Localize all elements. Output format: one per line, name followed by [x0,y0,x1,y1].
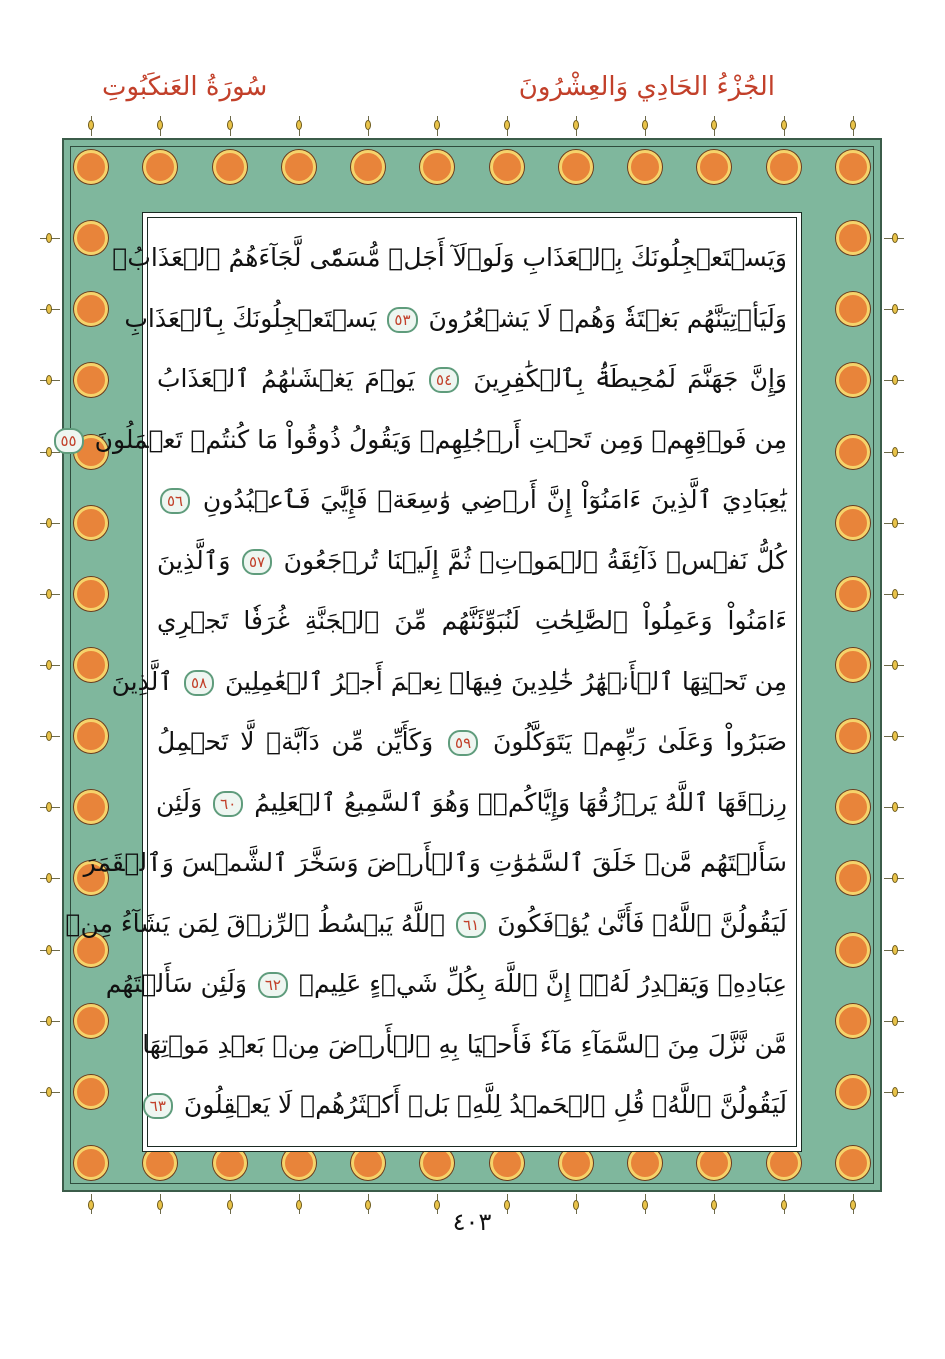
border-tick-finial [850,120,856,130]
surah-title: سُورَةُ العَنكَبُوتِ [102,72,268,102]
border-tick-finial [46,660,52,670]
verse-line [111,653,787,711]
border-medallion [74,221,108,255]
verse-line [149,1076,787,1134]
border-tick-finial [434,120,440,130]
border-tick-finial [892,1016,898,1026]
verse-line [65,895,787,953]
verse-line [60,411,787,469]
page-number: ٤٠٣ [452,1208,492,1236]
border-medallion [74,1004,108,1038]
verse-text: صَبَرُواْ وَعَلَىٰ رَبِّهِمۡ يَتَوَكَّلُونَ [492,727,788,756]
ayah-number-marker: ٥٦ [160,488,190,514]
border-tick-finial [227,120,233,130]
verse-line [157,532,787,590]
border-tick-finial [365,120,371,130]
juz-title: الجُزْءُ الحَادِي وَالعِشْرُونَ [518,72,775,102]
border-medallion [74,150,108,184]
border-tick-finial [46,1016,52,1026]
border-medallion [836,435,870,469]
verse-text: ءَامَنُواْ وَعَمِلُواْ ٱلصَّٰلِحَٰتِ لَنُبَوِّئَنَّهُم مِّنَ ٱلۡجَنَّةِ غُرَفٗا تَجۡرِي [157,606,787,635]
verse-line [83,834,787,892]
border-medallion [351,150,385,184]
verse-line [142,1016,787,1074]
verse-text: مِن فَوۡقِهِمۡ وَمِن تَحۡتِ أَرۡجُلِهِمۡ وَيَقُولُ ذُوقُواْ مَا كُنتُمۡ تَعۡمَلُونَ [94,424,787,454]
ayah-number-marker: ٦٠ [213,791,243,817]
border-tick-finial [46,731,52,741]
verse-text: سَأَلۡتَهُم مَّنۡ خَلَقَ ٱلسَّمَٰوَٰتِ وَٱلۡأَرۡضَ وَسَخَّرَ ٱلشَّمۡسَ وَٱلۡقَمَرَ [83,848,787,877]
verse-text: ٱلَّذِينَ [111,666,173,696]
border-medallion [836,648,870,682]
border-medallion [559,150,593,184]
border-tick-finial [892,1087,898,1097]
verse-text: لَيَقُولُنَّ ٱللَّهُۚ قُلِ ٱلۡحَمۡدُ لِلَّهِۚ بَلۡ أَكۡثَرُهُمۡ لَا يَعۡقِلُونَ [183,1090,787,1119]
verse-line [112,229,787,287]
verse-line [157,350,787,408]
border-medallion [836,933,870,967]
verse-line [157,592,787,650]
border-medallion [836,1146,870,1180]
border-tick-finial [46,304,52,314]
verse-text: وَلَئِن سَأَلۡتَهُم [105,969,247,998]
border-medallion [282,150,316,184]
border-medallion [836,577,870,611]
border-tick-finial [46,375,52,385]
border-medallion [74,577,108,611]
border-tick-finial [892,447,898,457]
border-medallion [74,719,108,753]
border-tick-finial [642,1200,648,1210]
ayah-number-marker: ٥٣ [387,307,417,333]
border-tick-finial [46,233,52,243]
border-medallion [74,506,108,540]
border-tick-finial [46,802,52,812]
quran-text-panel [60,212,802,1152]
border-medallion [490,150,524,184]
border-medallion [836,506,870,540]
border-tick-finial [892,304,898,314]
verse-text: يَسۡتَعۡجِلُونَكَ بِٱلۡعَذَابِ [124,303,377,333]
border-tick-finial [642,120,648,130]
border-tick-finial [781,1200,787,1210]
border-tick-finial [46,1087,52,1097]
border-tick-finial [46,518,52,528]
border-medallion [836,1075,870,1109]
border-tick-finial [296,120,302,130]
border-medallion [628,150,662,184]
border-medallion [836,1004,870,1038]
verse-text: كُلُّ نَفۡسٖ ذَآئِقَةُ ٱلۡمَوۡتِۖ ثُمَّ إِلَيۡنَا تُرۡجَعُونَ [283,545,787,575]
border-tick-finial [46,589,52,599]
border-tick-finial [892,945,898,955]
border-tick-finial [892,802,898,812]
verse-text: يَٰعِبَادِيَ ٱلَّذِينَ ءَامَنُوٓاْ إِنَّ أَرۡضِي وَٰسِعَةٞ فَإِيَّٰيَ فَٱعۡبُدُونِ [202,485,787,514]
border-tick-finial [781,120,787,130]
verse-line [157,471,787,529]
verse-line [124,290,787,348]
border-medallion [767,150,801,184]
verse-text: وَإِنَّ جَهَنَّمَ لَمُحِيطَةُۢ بِٱلۡكَٰفِرِينَ [473,364,787,393]
ayah-number-marker: ٥٤ [429,367,459,393]
verse-text: عِبَادِهِۦ وَيَقۡدِرُ لَهُۥٓۚ إِنَّ ٱللَّهَ بِكُلِّ شَيۡءٍ عَلِيمٞ [298,969,787,998]
border-tick-finial [573,120,579,130]
verse-text: ٱللَّهُ يَبۡسُطُ ٱلرِّزۡقَ لِمَن يَشَآءُ مِنۡ [65,908,446,938]
border-tick-finial [46,945,52,955]
verse-text: لَيَقُولُنَّ ٱللَّهُۖ فَأَنَّىٰ يُؤۡفَكُونَ [497,908,787,938]
verse-line [157,713,787,771]
verse-text: وَيَسۡتَعۡجِلُونَكَ بِٱلۡعَذَابِ وَلَوۡلَآ أَجَلٞ مُّسَمّٗى لَّجَآءَهُمُ ٱلۡعَذَابُۚ [112,243,787,272]
ayah-number-marker: ٦١ [456,912,486,938]
border-tick-finial [892,731,898,741]
ayah-number-marker: ٥٩ [448,730,478,756]
verse-line [105,955,787,1013]
ayah-number-marker: ٥٧ [242,549,272,575]
border-tick-finial [892,518,898,528]
verse-text: وَلَئِن [155,787,203,817]
border-medallion [213,150,247,184]
border-medallion [74,1146,108,1180]
border-medallion [836,150,870,184]
border-medallion [74,648,108,682]
border-tick-finial [892,589,898,599]
border-tick-finial [573,1200,579,1210]
border-tick-finial [365,1200,371,1210]
border-tick-finial [850,1200,856,1210]
border-tick-finial [88,1200,94,1210]
border-tick-finial [711,120,717,130]
border-tick-finial [157,1200,163,1210]
ayah-number-marker: ٦٣ [143,1093,173,1119]
border-medallion [836,221,870,255]
border-tick-finial [892,233,898,243]
border-medallion [74,1075,108,1109]
border-tick-finial [46,873,52,883]
border-tick-finial [227,1200,233,1210]
border-tick-finial [88,120,94,130]
ayah-number-marker: ٥٨ [184,670,214,696]
border-tick-finial [711,1200,717,1210]
verse-text: يَوۡمَ يَغۡشَىٰهُمُ ٱلۡعَذَابُ [157,364,415,393]
border-medallion [836,719,870,753]
border-tick-finial [296,1200,302,1210]
border-tick-finial [892,660,898,670]
verse-text: وَٱلَّذِينَ [157,545,231,575]
verse-line [157,774,787,832]
verse-text: رِزۡقَهَا ٱللَّهُ يَرۡزُقُهَا وَإِيَّاكُمۡۚ وَهُوَ ٱلسَّمِيعُ ٱلۡعَلِيمُ [254,787,787,817]
verse-text: وَكَأَيِّن مِّن دَآبَّةٖ لَّا تَحۡمِلُ [157,727,434,756]
border-tick-finial [504,120,510,130]
verse-text: وَلَيَأۡتِيَنَّهُم بَغۡتَةٗ وَهُمۡ لَا يَشۡعُرُونَ [428,303,787,333]
verse-text: مَّن نَّزَّلَ مِنَ ٱلسَّمَآءِ مَآءٗ فَأَحۡيَا بِهِ ٱلۡأَرۡضَ مِنۢ بَعۡدِ مَوۡتِهَا [142,1029,787,1059]
ayah-number-marker: ٥٥ [54,428,84,454]
border-tick-finial [157,120,163,130]
verse-text: مِن تَحۡتِهَا ٱلۡأَنۡهَٰرُ خَٰلِدِينَ فِيهَاۚ نِعۡمَ أَجۡرُ ٱلۡعَٰمِلِينَ [225,666,787,696]
ayah-number-marker: ٦٢ [258,972,288,998]
border-tick-finial [892,375,898,385]
border-tick-finial [892,873,898,883]
